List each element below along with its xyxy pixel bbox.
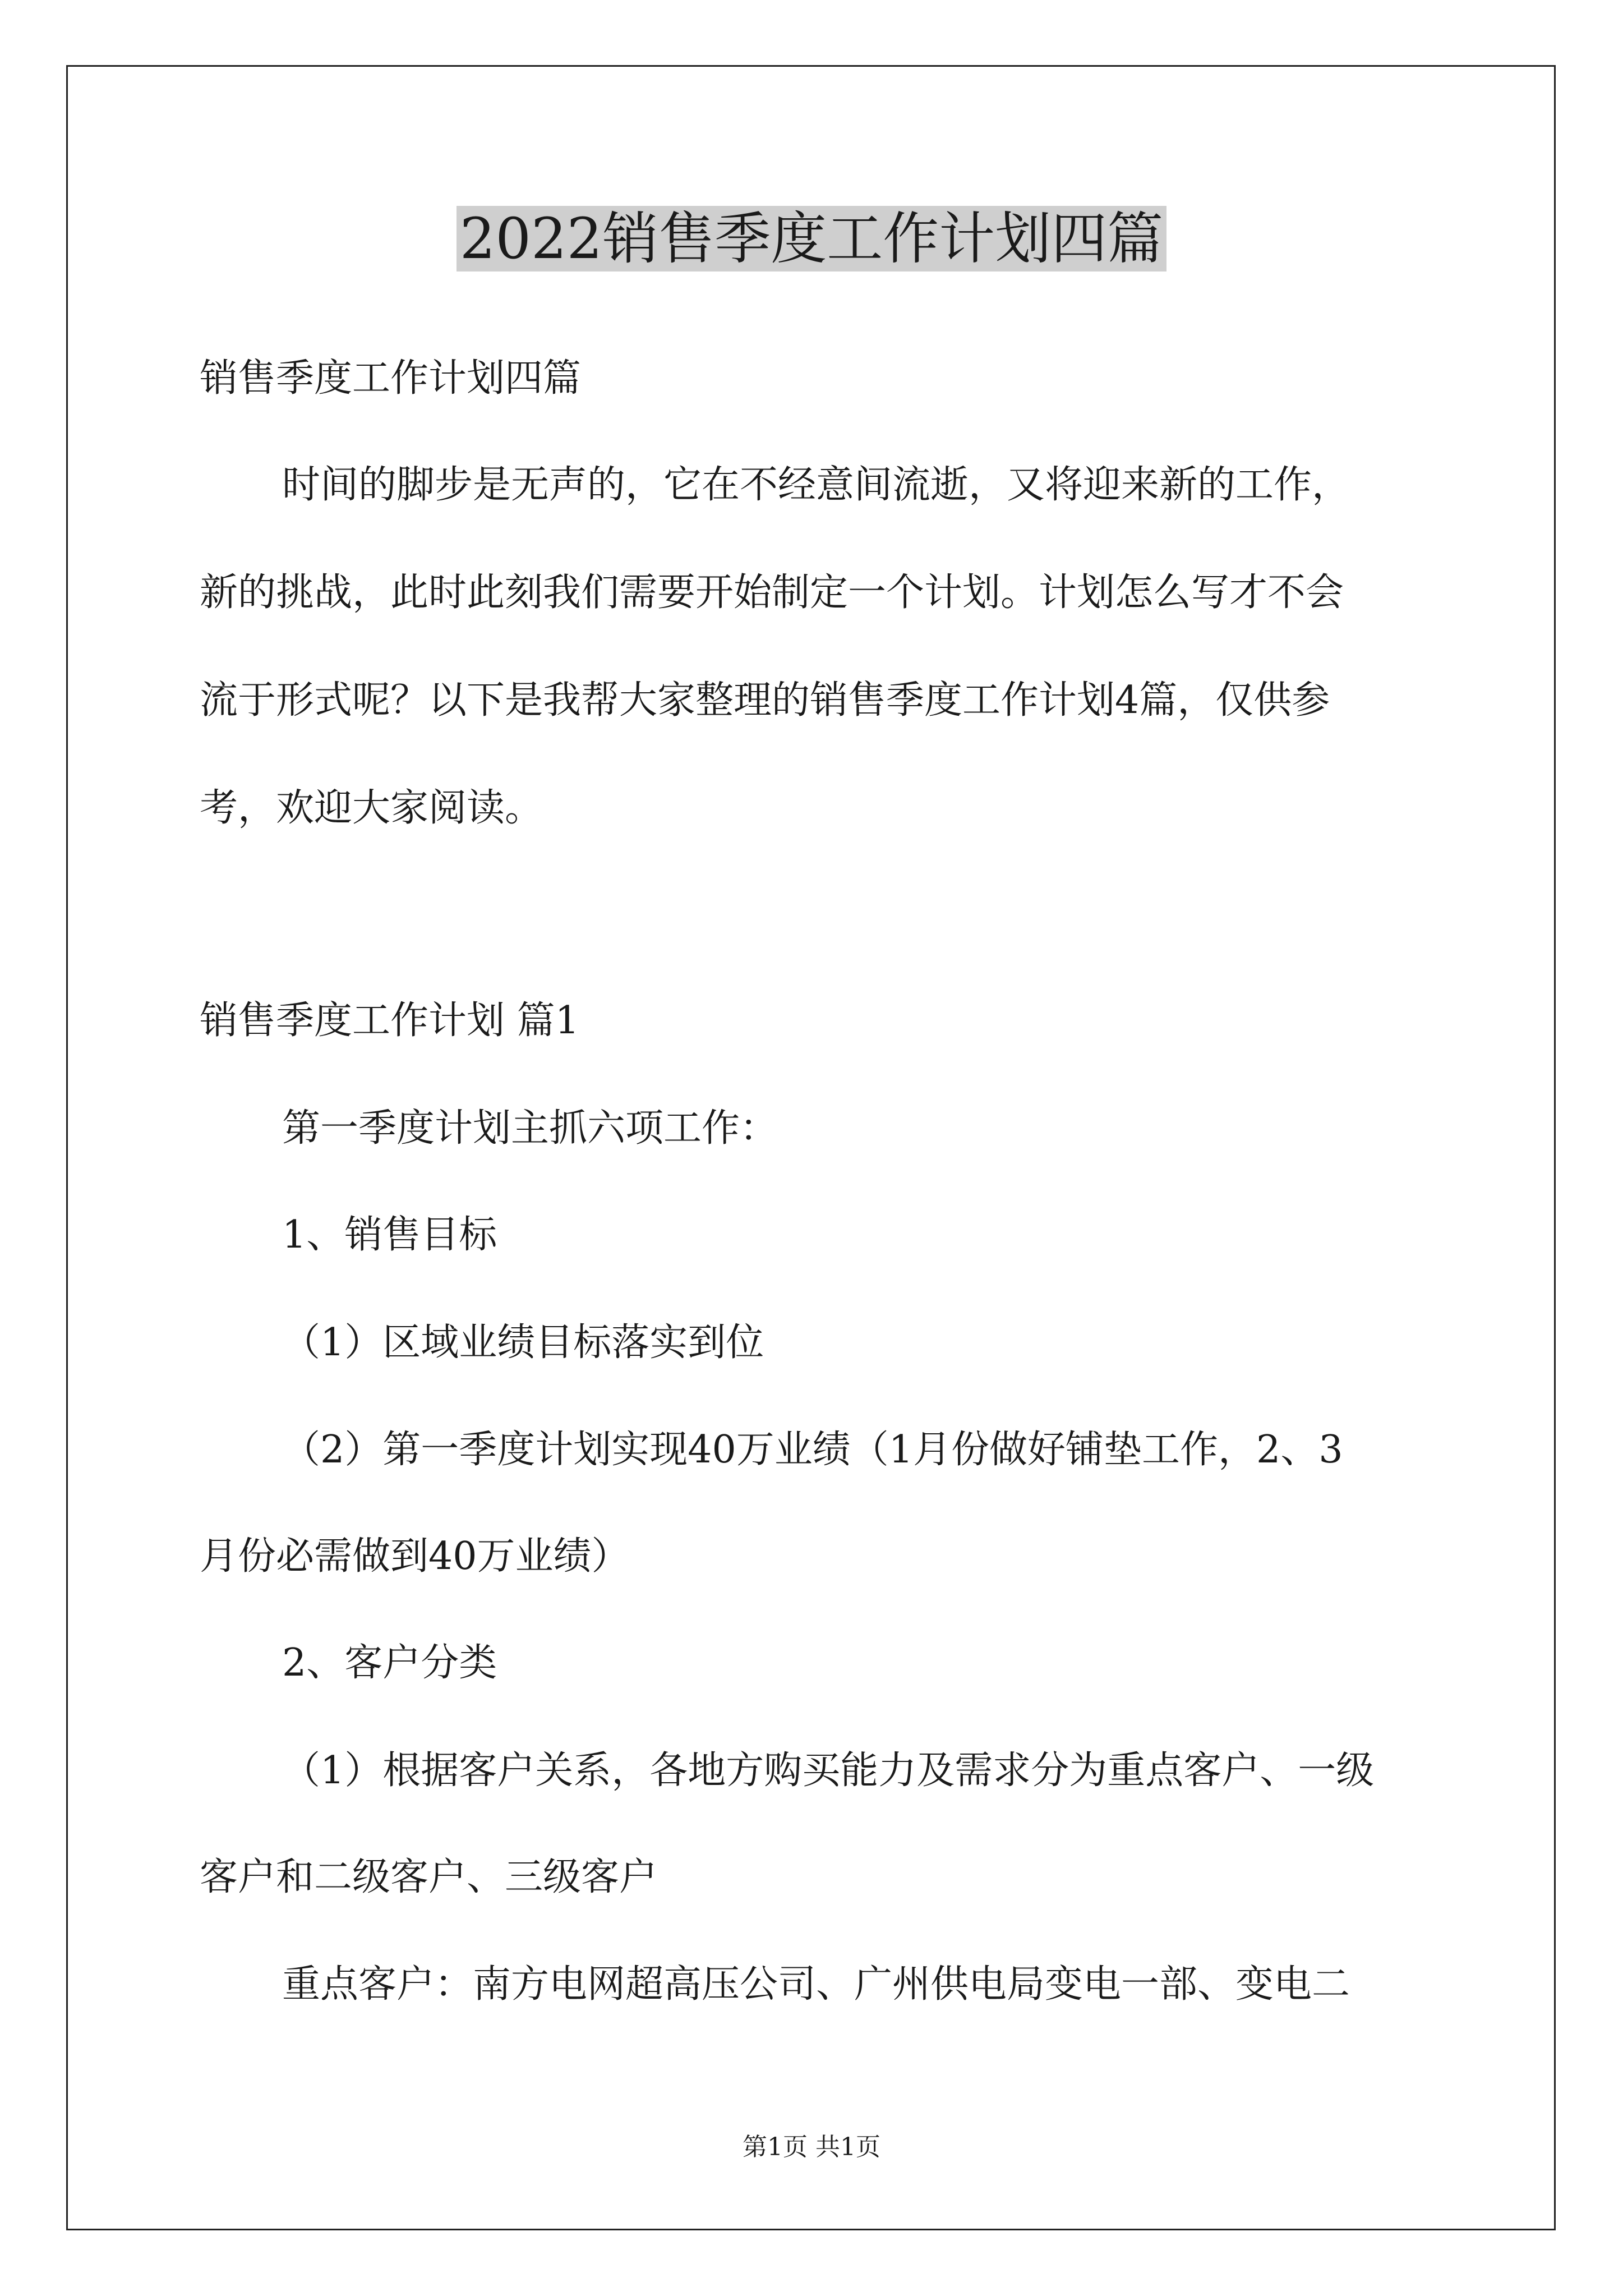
- section-heading: 销售季度工作计划 篇1: [200, 999, 579, 1043]
- page-footer: 第1页 共1页: [743, 2133, 880, 2161]
- paragraph-line: 月份必需做到40万业绩）: [200, 1534, 630, 1579]
- document-title: [0, 200, 1623, 278]
- paragraph-line: 新的挑战，此时此刻我们需要开始制定一个计划。计划怎么写才不会: [200, 570, 1344, 615]
- list-item: （1）根据客户关系，各地方购买能力及需求分为重点客户、一级: [282, 1749, 1375, 1793]
- paragraph-line: 重点客户：南方电网超高压公司、广州供电局变电一部、变电二: [282, 1962, 1350, 2007]
- list-item: 2、客户分类: [282, 1641, 497, 1685]
- document-title-text: 2022销售季度工作计划四篇: [457, 206, 1167, 272]
- paragraph-line: 第一季度计划主抓六项工作：: [282, 1106, 778, 1151]
- paragraph-line: 客户和二级客户、三级客户: [200, 1855, 658, 1899]
- list-item: 1、销售目标: [282, 1213, 497, 1257]
- section-heading: 销售季度工作计划四篇: [200, 356, 582, 401]
- list-item: （2）第一季度计划实现40万业绩（1月份做好铺垫工作，2、3: [282, 1428, 1343, 1472]
- paragraph-line: 流于形式呢？以下是我帮大家整理的销售季度工作计划4篇，仅供参: [200, 678, 1330, 723]
- paragraph-line: 时间的脚步是无声的，它在不经意间流逝，又将迎来新的工作，: [282, 463, 1350, 507]
- paragraph-line: 考，欢迎大家阅读。: [200, 786, 543, 830]
- list-item: （1）区域业绩目标落实到位: [282, 1320, 764, 1365]
